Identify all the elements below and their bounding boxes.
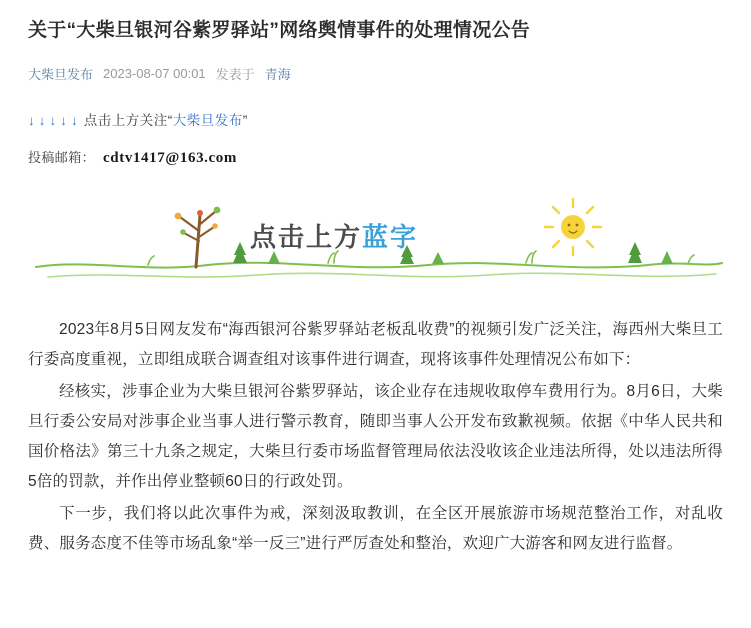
shrub-icon — [661, 251, 673, 264]
ground-line-secondary-icon — [48, 273, 716, 277]
shrub-icon — [268, 251, 280, 264]
quote-close: ” — [242, 113, 248, 128]
meta-timestamp: 2023-08-07 00:01 — [103, 66, 206, 81]
follow-prompt — [28, 109, 723, 129]
page-title: 关于“大柴旦银河谷紫罗驿站”网络舆情事件的处理情况公告 — [28, 20, 531, 41]
paragraph: 下一步，我们将以此次事件为戒，深刻汲取教训，在全区开展旅游市场规范整治工作，对乱收费、服务态度不佳等市场乱象“举一反三”进行严厉查处和整治，欢迎广大游客和网友进行监督。 — [28, 505, 723, 552]
follow-account-link[interactable]: 大柴旦发布 — [172, 113, 243, 128]
illustration-caption-dark: 点击上方 — [250, 222, 363, 252]
shrub-icon — [432, 252, 444, 264]
submission-mail — [28, 147, 723, 167]
meta-location-prefix: 发表于 — [215, 67, 255, 82]
mail-label: 投稿邮箱： — [28, 150, 96, 165]
illustration-caption-blue: 蓝字 — [362, 222, 419, 252]
meta-location: 青海 — [264, 67, 291, 82]
meta-account-name[interactable]: 大柴旦发布 — [28, 67, 94, 82]
tree-icon — [175, 207, 221, 267]
article-page — [0, 16, 751, 628]
paragraph: 经核实，涉事企业为大柴旦银河谷紫罗驿站，该企业存在违规收取停车费用行为。8月6日，大柴旦行委公安局对涉事企业当事人进行警示教育，随即当事人公开发布致歉视频。依据《中华人民共和国价格法》第三十九条之规定，大柴旦行委市场监督管理局依法没收该企业违法所得，处以违法所得5倍的罚款，并作出停业整顿60日的行政处罚。 — [28, 383, 723, 490]
article-meta — [28, 64, 723, 83]
article-body — [28, 315, 723, 559]
sun-icon — [545, 199, 601, 255]
illustration-graphic — [28, 189, 728, 299]
shrub-icon — [400, 245, 414, 264]
shrub-icon — [233, 242, 247, 263]
mail-address[interactable]: cdtv1417@163.com — [103, 150, 237, 166]
follow-prompt-text: 点击上方关注 — [83, 113, 168, 128]
shrub-icon — [628, 242, 642, 263]
down-arrow-icon: ↓↓↓↓↓ — [28, 113, 82, 128]
paragraph: 2023年8月5日网友发布“海西银河谷紫罗驿站老板乱收费”的视频引发广泛关注，海西州大柴旦工行委高度重视，立即组成联合调查组对该事件进行调查，现将该事件处理情况公布如下： — [28, 321, 723, 368]
ground-line-icon — [36, 263, 722, 268]
banner-illustration — [28, 189, 723, 299]
quote-open: “ — [167, 113, 173, 128]
